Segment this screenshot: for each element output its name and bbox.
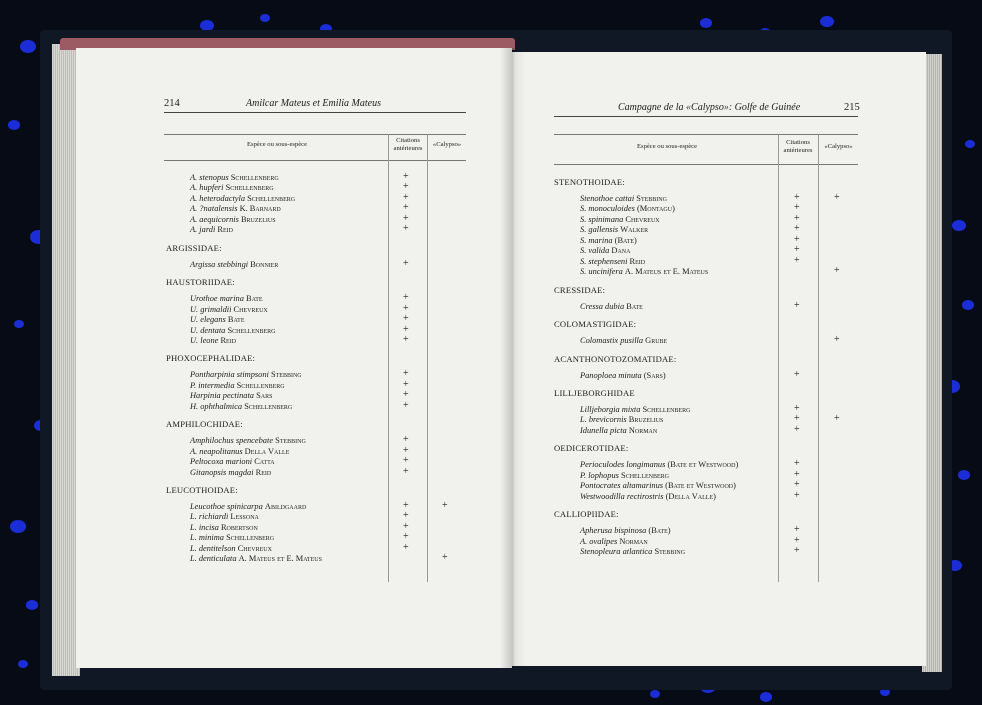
speckle: [20, 40, 36, 53]
calypso-mark: +: [442, 552, 448, 564]
citation-mark: +: [403, 191, 409, 203]
column-header-calypso: «Calypso»: [824, 143, 853, 150]
citation-mark: +: [403, 541, 409, 553]
species-author: A. Mateus et E. Mateus: [624, 267, 709, 277]
species-entry: [190, 402, 292, 411]
species-entry: [190, 326, 275, 335]
species-name: L. incisa: [190, 522, 219, 532]
calypso-mark: +: [834, 265, 840, 277]
citation-mark: +: [403, 520, 409, 532]
species-name: L. richiardi: [190, 512, 229, 522]
family-heading: ARGISSIDAE:: [166, 242, 222, 253]
column-header-calypso: «Calypso»: [432, 141, 462, 148]
citation-mark: +: [403, 223, 409, 235]
species-name: S. stephenseni: [580, 256, 628, 266]
species-name: S. spinimana: [580, 214, 624, 224]
species-name: L. brevicornis: [580, 415, 627, 425]
species-author: (Montagu): [637, 204, 675, 214]
species-entry: [190, 204, 281, 213]
species-entry: [190, 305, 268, 314]
citation-mark: +: [403, 510, 409, 522]
header-rule: [164, 112, 466, 113]
citation-mark: +: [794, 223, 800, 235]
species-entry: [190, 544, 272, 553]
species-author: Chevreux: [233, 304, 268, 314]
species-author: Schellenberg: [642, 404, 691, 414]
species-entry: [580, 371, 666, 380]
species-name: Urothoe marina: [190, 294, 244, 304]
species-name: Cressa dubia: [580, 301, 625, 311]
species-author: A. Mateus et E. Mateus: [238, 554, 322, 564]
header-rule: [554, 116, 858, 117]
species-entry: [580, 460, 738, 469]
species-entry: [580, 415, 663, 424]
family-heading: HAUSTORIIDAE:: [166, 277, 235, 288]
family-heading: AMPHILOCHIDAE:: [166, 419, 243, 430]
species-name: Peltocoxa marioni: [190, 457, 253, 467]
citation-mark: +: [794, 402, 800, 414]
species-entry: [580, 267, 708, 276]
citation-mark: +: [403, 389, 409, 401]
citation-mark: +: [403, 465, 409, 477]
citation-mark: +: [403, 378, 409, 390]
species-author: Grube: [645, 336, 668, 346]
species-name: U. dentata: [190, 325, 226, 335]
species-author: Stebbing: [654, 547, 686, 556]
species-name: S. valida: [580, 246, 610, 256]
citation-mark: +: [794, 468, 800, 480]
species-entry: [190, 554, 322, 563]
species-name: Gitanopsis magdai: [190, 467, 254, 477]
species-name: P. intermedia: [190, 380, 235, 390]
citation-mark: +: [403, 171, 409, 182]
species-entry: [190, 194, 295, 203]
speckle: [8, 120, 20, 130]
column-header-species: Espèce ou sous-espèce: [246, 141, 308, 148]
citation-mark: +: [794, 534, 800, 546]
species-entry: [190, 436, 306, 445]
citation-mark: +: [794, 489, 800, 501]
species-entry: [190, 183, 274, 192]
citation-mark: +: [403, 302, 409, 314]
citation-mark: +: [403, 333, 409, 345]
species-entry: [580, 547, 685, 556]
species-name: Pontocrates altamarinus: [580, 481, 664, 491]
citation-mark: +: [403, 257, 409, 269]
column-divider: [427, 134, 428, 582]
species-name: Stenopleura atlantica: [580, 547, 653, 556]
family-heading: LILLJEBORGHIDAE: [554, 387, 635, 398]
family-heading: ACANTHONOTOZOMATIDAE:: [554, 353, 677, 364]
family-heading: STENOTHOIDAE:: [554, 177, 625, 187]
species-author: K. Barnard: [239, 204, 281, 214]
species-entry: [190, 502, 306, 511]
species-author: Schellenberg: [247, 193, 296, 203]
species-author: Dana: [611, 246, 631, 256]
speckle: [760, 692, 772, 702]
species-author: Catta: [254, 457, 275, 467]
species-entry: [190, 512, 259, 521]
citation-mark: +: [794, 254, 800, 266]
species-author: (Bate et Westwood): [667, 460, 739, 470]
species-entry: [190, 533, 274, 542]
species-author: Reid: [629, 256, 646, 266]
species-entry: [190, 391, 272, 400]
species-entry: [580, 194, 667, 203]
speckle: [14, 320, 24, 328]
species-author: Schellenberg: [244, 401, 293, 411]
species-name: Harpinia pectinata: [190, 391, 254, 401]
species-entry: [190, 225, 233, 234]
species-name: L. denticulata: [190, 554, 237, 564]
species-author: Abildgaard: [264, 502, 307, 511]
species-entry: [190, 260, 278, 269]
column-header-species: Espèce ou sous-espèce: [636, 143, 698, 150]
species-author: Schellenberg: [236, 380, 285, 390]
species-name: A. ovalipes: [580, 536, 618, 546]
species-author: (Sars): [643, 370, 666, 380]
species-name: S. gallensis: [580, 225, 619, 235]
species-entry: [580, 225, 648, 234]
species-entry: [190, 468, 271, 477]
species-author: Reid: [217, 225, 233, 235]
species-name: Stenothoe cattai: [580, 194, 635, 203]
species-name: U. grimaldii: [190, 304, 232, 314]
species-author: Bate: [227, 315, 245, 325]
species-name: Lilljeborgia mixta: [580, 404, 641, 414]
species-author: Norman: [628, 425, 658, 435]
species-author: Walker: [620, 225, 649, 235]
left-page: [76, 48, 512, 668]
species-name: S. marina: [580, 235, 613, 245]
family-heading: CALLIOPIIDAE:: [554, 509, 619, 520]
species-entry: [580, 471, 669, 480]
citation-mark: +: [403, 212, 409, 224]
speckle: [962, 300, 974, 310]
citation-mark: +: [794, 299, 800, 311]
table-header-rule: [164, 160, 466, 161]
species-name: A. jardi: [190, 225, 216, 235]
species-name: Amphilochus spencebate: [190, 436, 274, 446]
citation-mark: +: [403, 313, 409, 325]
table-top-rule: [554, 134, 858, 135]
species-author: Della Valle: [244, 446, 290, 456]
species-entry: [580, 481, 736, 490]
citation-mark: +: [794, 423, 800, 435]
speckle: [700, 18, 712, 28]
running-head: Amilcar Mateus et Emilia Mateus: [246, 98, 381, 109]
table-top-rule: [164, 134, 466, 135]
species-author: Schellenberg: [226, 533, 275, 543]
running-head: Campagne de la «Calypso»: Golfe de Guinée: [618, 102, 801, 113]
column-header-citations: Citations antérieures: [783, 139, 813, 154]
species-name: L. dentitelson: [190, 543, 236, 553]
species-entry: [580, 302, 643, 311]
book-gutter-shadow: [500, 48, 526, 668]
species-author: Bonnier: [250, 259, 279, 269]
species-name: A. hupferi: [190, 183, 224, 193]
species-name: A. neapolitanus: [190, 446, 243, 456]
species-name: Perioculodes longimanus: [580, 460, 666, 470]
species-entry: [190, 381, 285, 390]
citation-mark: +: [403, 292, 409, 304]
species-author: Bate: [246, 294, 263, 304]
citation-mark: +: [794, 368, 800, 380]
species-entry: [580, 405, 691, 414]
citation-mark: +: [794, 192, 800, 203]
species-entry: [190, 215, 276, 224]
species-entry: [580, 526, 671, 535]
right-page: [512, 52, 926, 666]
citation-mark: +: [794, 458, 800, 470]
calypso-mark: +: [834, 192, 840, 203]
species-entry: [190, 523, 258, 532]
citation-mark: +: [794, 202, 800, 214]
species-entry: [190, 294, 263, 303]
species-author: (Bate et Westwood): [665, 481, 736, 491]
family-heading: LEUCOTHOIDAE:: [166, 485, 238, 495]
species-name: P. lophopus: [580, 470, 619, 480]
species-author: Robertson: [220, 522, 258, 532]
species-author: Sars: [256, 391, 273, 401]
species-name: Leucothoe spinicarpa: [190, 502, 263, 511]
speckle: [26, 600, 38, 610]
citation-mark: +: [403, 202, 409, 214]
species-entry: [580, 204, 675, 213]
speckle: [18, 660, 28, 668]
species-name: H. ophthalmica: [190, 401, 243, 411]
speckle: [260, 14, 270, 22]
speckle: [820, 16, 834, 27]
species-name: L. minima: [190, 533, 224, 543]
species-entry: [580, 492, 716, 501]
species-name: U. leone: [190, 335, 219, 345]
species-name: A. aequicornis: [190, 214, 239, 224]
citation-mark: +: [794, 413, 800, 425]
speckle: [952, 220, 966, 231]
species-author: Bate: [626, 301, 643, 311]
species-entry: [580, 257, 645, 266]
species-entry: [190, 173, 279, 182]
species-author: Bruzelius: [628, 415, 664, 425]
citation-mark: +: [403, 444, 409, 456]
citation-mark: +: [403, 500, 409, 511]
speckle: [650, 690, 660, 698]
species-name: S. monoculoides: [580, 204, 635, 214]
species-name: A. ?natalensis: [190, 204, 238, 214]
citation-mark: +: [403, 323, 409, 335]
species-author: Chevreux: [625, 214, 660, 224]
species-name: Apherusa bispinosa: [580, 526, 647, 536]
species-entry: [580, 215, 660, 224]
species-name: Idunella picta: [580, 425, 627, 435]
species-author: Bruzelius: [240, 214, 276, 224]
speckle: [10, 520, 26, 533]
species-name: Panoploea minuta: [580, 370, 642, 380]
citation-mark: +: [403, 181, 409, 193]
speckle: [965, 140, 975, 148]
species-author: Schellenberg: [621, 470, 670, 480]
page-number: 215: [844, 102, 860, 113]
citation-mark: +: [794, 233, 800, 245]
column-divider: [778, 134, 779, 582]
family-heading: CRESSIDAE:: [554, 284, 606, 295]
citation-mark: +: [794, 479, 800, 491]
citation-mark: +: [403, 434, 409, 446]
species-name: A. stenopus: [190, 173, 229, 182]
species-author: Stebbing: [636, 194, 667, 203]
species-entry: [580, 246, 630, 255]
species-author: Schellenberg: [230, 173, 279, 182]
citation-mark: +: [403, 368, 409, 380]
citation-mark: +: [403, 455, 409, 467]
species-author: Norman: [619, 536, 648, 546]
citation-mark: +: [794, 524, 800, 536]
species-author: Lessona: [230, 512, 259, 522]
species-author: Stebbing: [275, 436, 306, 446]
species-name: Argissa stebbingi: [190, 259, 249, 269]
species-entry: [190, 315, 245, 324]
species-author: (Bate): [648, 526, 671, 536]
species-author: Stebbing: [270, 370, 302, 380]
species-name: A. heterodactyla: [190, 193, 246, 203]
species-author: Schellenberg: [225, 183, 274, 193]
species-name: Colomastix pusilla: [580, 336, 644, 346]
column-divider: [818, 134, 819, 582]
species-name: U. elegans: [190, 315, 226, 325]
species-author: (Bate): [614, 235, 637, 245]
speckle: [958, 470, 970, 480]
column-header-citations: Citations antérieures: [393, 137, 423, 152]
species-author: Reid: [255, 467, 272, 477]
species-author: Schellenberg: [227, 325, 276, 335]
species-entry: [580, 236, 637, 245]
citation-mark: +: [403, 399, 409, 411]
page-number: 214: [164, 98, 180, 109]
calypso-mark: +: [834, 334, 840, 346]
species-entry: [190, 336, 236, 345]
species-entry: [580, 336, 667, 345]
citation-mark: +: [794, 212, 800, 224]
table-header-rule: [554, 164, 858, 165]
citation-mark: +: [794, 545, 800, 556]
species-entry: [580, 537, 648, 546]
species-author: (Della Valle): [665, 491, 716, 501]
species-entry: [580, 426, 657, 435]
family-heading: OEDICEROTIDAE:: [554, 443, 629, 454]
species-entry: [190, 447, 289, 456]
species-entry: [190, 370, 302, 379]
citation-mark: +: [794, 244, 800, 256]
species-name: Westwoodilla rectirostris: [580, 491, 664, 501]
species-author: Chevreux: [237, 543, 272, 553]
citation-mark: +: [403, 531, 409, 543]
species-name: S. uncinifera: [580, 267, 623, 277]
species-entry: [190, 457, 275, 466]
species-name: Pontharpinia stimpsoni: [190, 370, 269, 380]
column-divider: [388, 134, 389, 582]
species-author: Reid: [220, 335, 237, 345]
calypso-mark: +: [834, 413, 840, 425]
calypso-mark: +: [442, 500, 448, 511]
family-heading: PHOXOCEPHALIDAE:: [166, 353, 256, 364]
family-heading: COLOMASTIGIDAE:: [554, 319, 637, 330]
